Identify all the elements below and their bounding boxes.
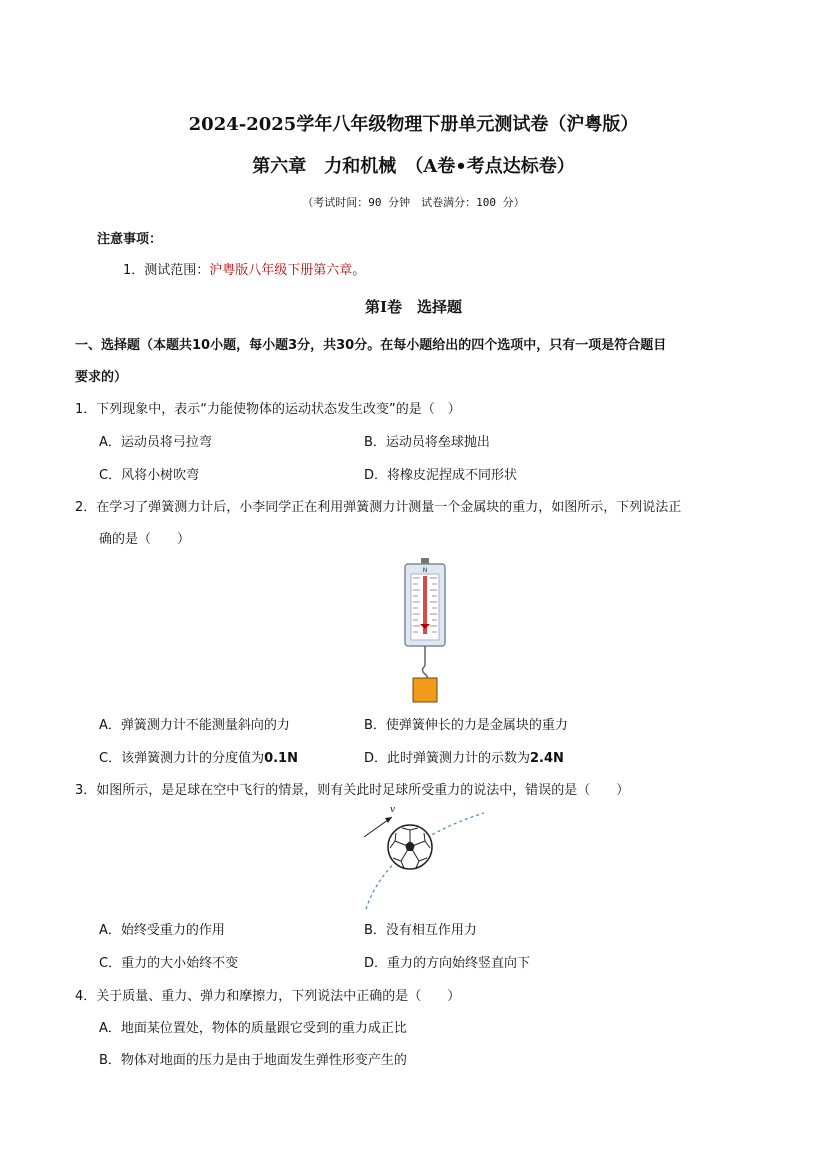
exam-title: 2024-2025学年八年级物理下册单元测试卷（沪粤版） [188,114,639,135]
question-2-option-c-value: 0.1N [264,751,298,766]
notes-item-scope [123,259,365,278]
notes-item-suffix: 。 [352,263,366,278]
spring-scale-figure [398,558,452,706]
question-2-option-a: A．弹簧测力计不能测量斜向的力 [99,718,290,733]
question-1-option-d: D．将橡皮泥捏成不同形状 [364,468,518,483]
question-2-option-d [364,747,564,766]
notes-heading: 注意事项： [97,232,163,247]
question-1-option-b: B．运动员将垒球抛出 [364,435,490,450]
spring-scale-unit: N [422,567,428,574]
metal-block [413,678,437,702]
section-instructions-line1: 一、选择题（本题共10小题，每小题3分，共30分。在每小题给出的四个选项中，只有一项是符合题目 [75,338,667,353]
question-2-option-d-text: D．此时弹簧测力计的示数为 [364,751,531,766]
question-2-option-c [99,747,298,766]
question-2-option-d-value: 2.4N [530,751,564,766]
question-2-stem-line1: 2．在学习了弹簧测力计后，小李同学正在利用弹簧测力计测量一个金属块的重力，如图所示，下列说法正 [75,500,682,515]
notes-item-prefix: 1．测试范围： [123,263,210,278]
part-title: 第Ⅰ卷 选择题 [364,298,463,316]
question-1-stem: 1．下列现象中，表示“力能使物体的运动状态发生改变”的是（ ） [75,402,461,417]
question-4-stem: 4．关于质量、重力、弹力和摩擦力，下列说法中正确的是（ ） [75,989,461,1004]
question-3-option-c: C．重力的大小始终不变 [99,956,239,971]
question-3-option-d: D．重力的方向始终竖直向下 [364,956,531,971]
velocity-label: v [390,805,396,815]
football-figure [358,803,488,911]
question-3-stem: 3．如图所示，是足球在空中飞行的情景，则有关此时足球所受重力的说法中，错误的是（ ） [75,783,630,798]
question-2-option-c-text: C．该弹簧测力计的分度值为 [99,751,265,766]
question-2-stem-line2: 确的是（ ） [99,532,191,547]
section-instructions-line2: 要求的） [75,370,128,385]
question-3-option-a: A．始终受重力的作用 [99,923,225,938]
chapter-title: 第六章 力和机械 （A卷•考点达标卷） [252,156,575,177]
velocity-arrowhead [385,817,392,823]
notes-item-scope-value: 沪粤版八年级下册第六章 [209,263,353,278]
question-2-option-b: B．使弹簧伸长的力是金属块的重力 [364,718,568,733]
spring-scale-top-ring [421,558,429,564]
exam-info: （考试时间：90 分钟 试卷满分：100 分） [302,196,525,209]
question-1-option-a: A．运动员将弓拉弯 [99,435,212,450]
question-1-option-c: C．风将小树吹弯 [99,468,200,483]
question-4-option-a: A．地面某位置处，物体的质量跟它受到的重力成正比 [99,1021,407,1036]
question-4-option-b: B．物体对地面的压力是由于地面发生弹性形变产生的 [99,1053,407,1068]
question-3-option-b: B．没有相互作用力 [364,923,477,938]
